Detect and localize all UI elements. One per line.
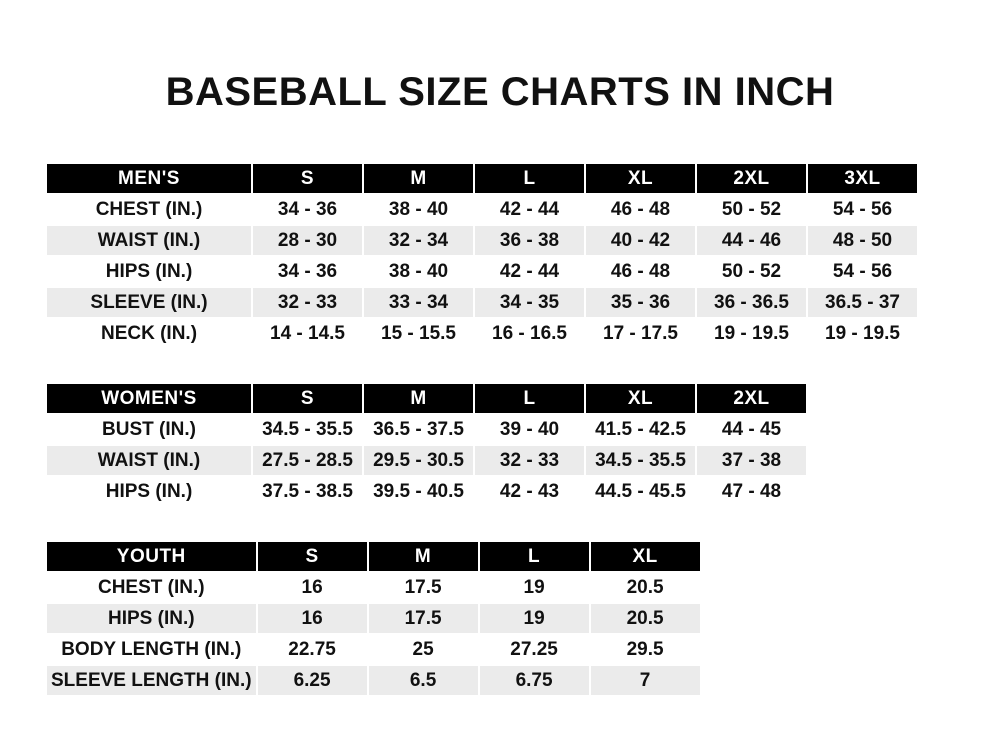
table-cell: 28 - 30 xyxy=(252,225,363,256)
table-cell: 19 - 19.5 xyxy=(807,318,918,349)
table-cell: 17 - 17.5 xyxy=(585,318,696,349)
table-cell: 6.5 xyxy=(368,665,479,696)
table-cell: 20.5 xyxy=(590,572,701,603)
row-label: WAIST (IN.) xyxy=(46,445,252,476)
row-label: SLEEVE LENGTH (IN.) xyxy=(46,665,257,696)
table-cell: 32 - 34 xyxy=(363,225,474,256)
table-cell: 38 - 40 xyxy=(363,194,474,225)
table-cell: 50 - 52 xyxy=(696,194,807,225)
column-header: WOMEN'S xyxy=(46,383,252,414)
table-cell: 44 - 46 xyxy=(696,225,807,256)
table-row xyxy=(46,634,701,665)
table-cell: 44.5 - 45.5 xyxy=(585,476,696,507)
table-cell: 40 - 42 xyxy=(585,225,696,256)
column-header: S xyxy=(252,163,363,194)
row-label: CHEST (IN.) xyxy=(46,572,257,603)
column-header: XL xyxy=(590,541,701,572)
column-header: M xyxy=(368,541,479,572)
table-row xyxy=(46,445,807,476)
table-cell: 32 - 33 xyxy=(252,287,363,318)
table-row xyxy=(46,318,918,349)
table-cell: 19 - 19.5 xyxy=(696,318,807,349)
table-row xyxy=(46,572,701,603)
table-cell: 54 - 56 xyxy=(807,256,918,287)
youth-size-table xyxy=(45,540,702,697)
table-cell: 36.5 - 37 xyxy=(807,287,918,318)
table-cell: 17.5 xyxy=(368,603,479,634)
table-row xyxy=(46,665,701,696)
table-header-row xyxy=(46,163,918,194)
table-cell: 29.5 - 30.5 xyxy=(363,445,474,476)
table-header-row xyxy=(46,383,807,414)
column-header: MEN'S xyxy=(46,163,252,194)
table-cell: 46 - 48 xyxy=(585,194,696,225)
table-cell: 25 xyxy=(368,634,479,665)
column-header: S xyxy=(252,383,363,414)
table-cell: 16 - 16.5 xyxy=(474,318,585,349)
table-cell: 36 - 38 xyxy=(474,225,585,256)
row-label: SLEEVE (IN.) xyxy=(46,287,252,318)
table-cell: 15 - 15.5 xyxy=(363,318,474,349)
row-label: NECK (IN.) xyxy=(46,318,252,349)
column-header: XL xyxy=(585,383,696,414)
row-label: HIPS (IN.) xyxy=(46,256,252,287)
table-cell: 34.5 - 35.5 xyxy=(585,445,696,476)
table-cell: 19 xyxy=(479,572,590,603)
table-cell: 46 - 48 xyxy=(585,256,696,287)
table-cell: 41.5 - 42.5 xyxy=(585,414,696,445)
table-cell: 38 - 40 xyxy=(363,256,474,287)
column-header: S xyxy=(257,541,368,572)
table-cell: 34 - 36 xyxy=(252,256,363,287)
table-row xyxy=(46,287,918,318)
table-cell: 54 - 56 xyxy=(807,194,918,225)
column-header: 3XL xyxy=(807,163,918,194)
table-cell: 37.5 - 38.5 xyxy=(252,476,363,507)
table-row xyxy=(46,194,918,225)
column-header: M xyxy=(363,163,474,194)
column-header: 2XL xyxy=(696,163,807,194)
table-cell: 42 - 44 xyxy=(474,256,585,287)
table-row xyxy=(46,256,918,287)
row-label: HIPS (IN.) xyxy=(46,603,257,634)
row-label: CHEST (IN.) xyxy=(46,194,252,225)
table-cell: 27.5 - 28.5 xyxy=(252,445,363,476)
column-header: M xyxy=(363,383,474,414)
table-cell: 39 - 40 xyxy=(474,414,585,445)
table-cell: 20.5 xyxy=(590,603,701,634)
tables-container xyxy=(0,162,1000,697)
table-cell: 16 xyxy=(257,603,368,634)
column-header: YOUTH xyxy=(46,541,257,572)
table-cell: 6.25 xyxy=(257,665,368,696)
column-header: L xyxy=(479,541,590,572)
table-cell: 42 - 43 xyxy=(474,476,585,507)
table-cell: 7 xyxy=(590,665,701,696)
table-row xyxy=(46,476,807,507)
table-cell: 32 - 33 xyxy=(474,445,585,476)
column-header: XL xyxy=(585,163,696,194)
womens-size-table xyxy=(45,382,808,508)
table-cell: 37 - 38 xyxy=(696,445,807,476)
table-cell: 35 - 36 xyxy=(585,287,696,318)
table-cell: 44 - 45 xyxy=(696,414,807,445)
table-cell: 50 - 52 xyxy=(696,256,807,287)
table-cell: 33 - 34 xyxy=(363,287,474,318)
row-label: WAIST (IN.) xyxy=(46,225,252,256)
table-row xyxy=(46,414,807,445)
page-title: BASEBALL SIZE CHARTS IN INCH xyxy=(165,70,835,114)
mens-size-table xyxy=(45,162,919,350)
table-cell: 19 xyxy=(479,603,590,634)
table-row xyxy=(46,603,701,634)
table-cell: 48 - 50 xyxy=(807,225,918,256)
table-cell: 14 - 14.5 xyxy=(252,318,363,349)
table-header-row xyxy=(46,541,701,572)
row-label: BUST (IN.) xyxy=(46,414,252,445)
row-label: HIPS (IN.) xyxy=(46,476,252,507)
column-header: L xyxy=(474,163,585,194)
table-cell: 27.25 xyxy=(479,634,590,665)
table-row xyxy=(46,225,918,256)
table-cell: 36 - 36.5 xyxy=(696,287,807,318)
table-cell: 34 - 35 xyxy=(474,287,585,318)
table-cell: 36.5 - 37.5 xyxy=(363,414,474,445)
table-cell: 34 - 36 xyxy=(252,194,363,225)
table-cell: 16 xyxy=(257,572,368,603)
table-cell: 42 - 44 xyxy=(474,194,585,225)
table-cell: 29.5 xyxy=(590,634,701,665)
column-header: L xyxy=(474,383,585,414)
table-cell: 17.5 xyxy=(368,572,479,603)
column-header: 2XL xyxy=(696,383,807,414)
table-cell: 39.5 - 40.5 xyxy=(363,476,474,507)
table-cell: 22.75 xyxy=(257,634,368,665)
table-cell: 47 - 48 xyxy=(696,476,807,507)
row-label: BODY LENGTH (IN.) xyxy=(46,634,257,665)
table-cell: 34.5 - 35.5 xyxy=(252,414,363,445)
table-cell: 6.75 xyxy=(479,665,590,696)
